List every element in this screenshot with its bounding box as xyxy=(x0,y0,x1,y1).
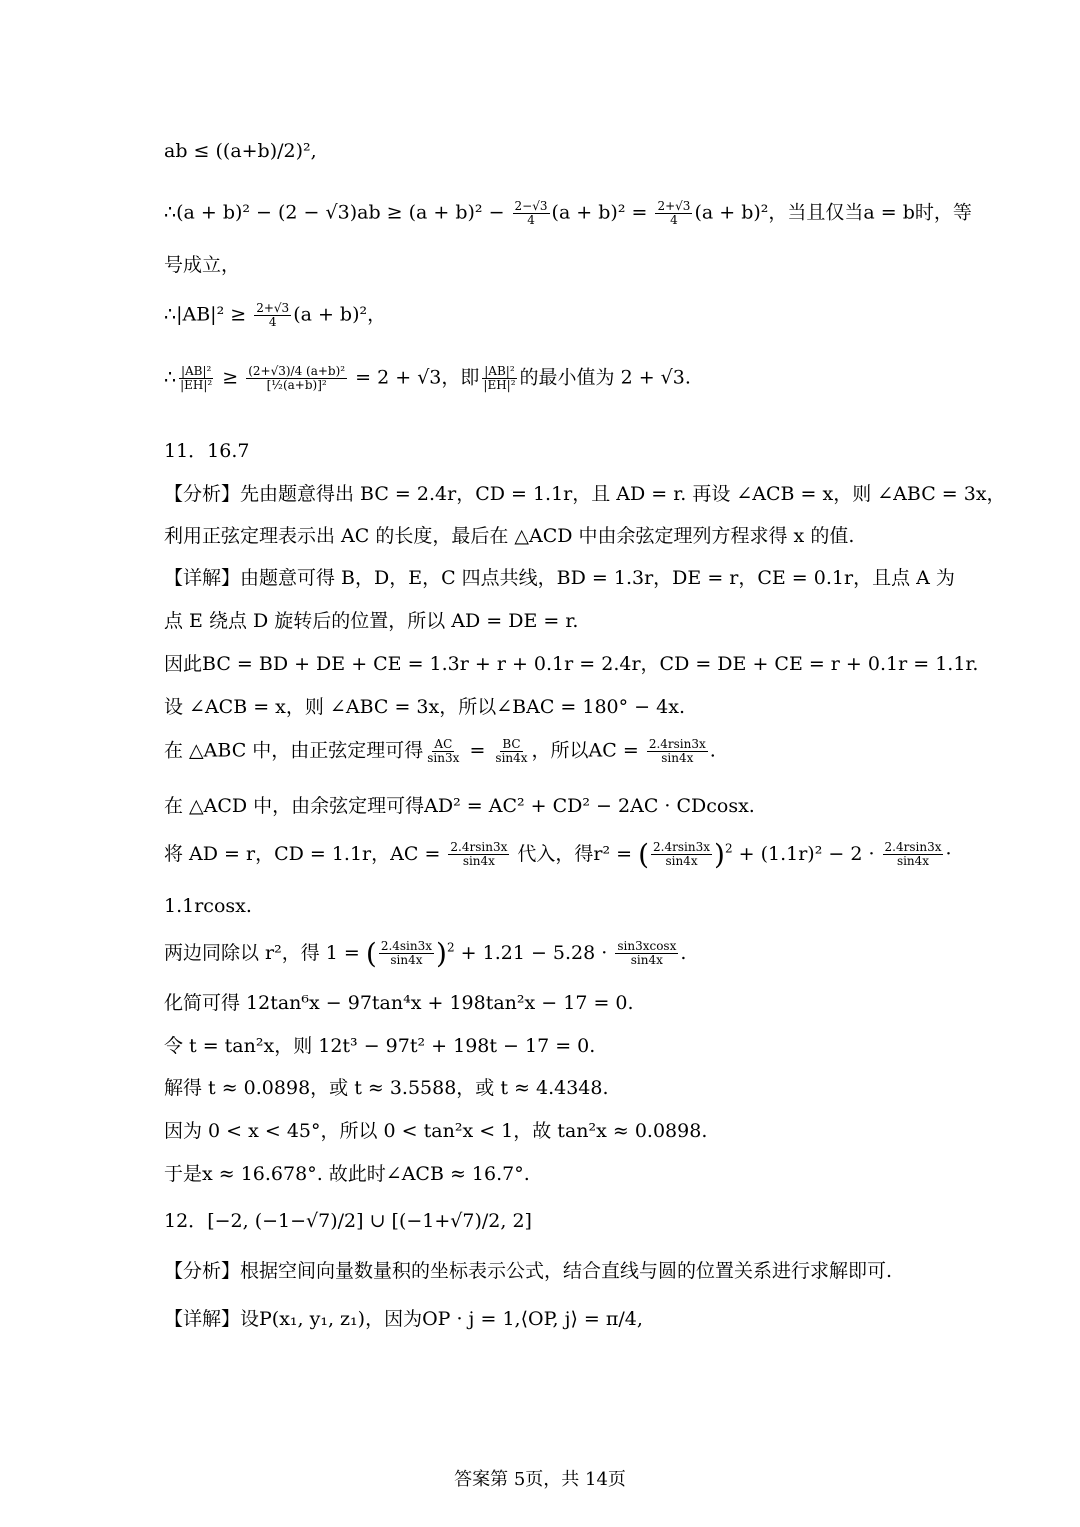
page-footer: 答案第 5页，共 14页 xyxy=(454,1469,626,1490)
line-6: 11．16.7 xyxy=(164,440,250,462)
line-4: ∴|AB|² ≥ $\frac{2+√3}{4}$ (a + b)²， xyxy=(164,301,387,330)
line-7: 【分析】先由题意得出 BC = 2.4r，CD = 1.1r，且 AD = r. 再设 ∠ACB = x，则 ∠ABC = 3x， xyxy=(164,483,1006,505)
line-18: 化简可得 12tan⁶x − 97tan⁴x + 198tan²x − 17 = 0. xyxy=(164,992,634,1014)
line-16: 1.1rcosx. xyxy=(164,895,252,917)
line-19: 令 t = tan²x，则 12t³ − 97t² + 198t − 17 = 0. xyxy=(164,1035,596,1057)
line-23: 12．[−2, (−1−√7)/2] ∪ [(−1+√7)/2, 2] xyxy=(164,1210,532,1232)
line-13: 在 △ABC 中，由正弦定理可得 $\frac{AC}{\sin 3x}$ = $\frac{BC}{\sin 4x}$ ，所以AC = $\frac{2.4rsin3x}{\sin 4x}$ . xyxy=(164,737,716,766)
line-17: 两边同除以 r²，得 1 = ( $\frac{2.4\sin 3x}{\sin 4x}$ )$^2$ + 1.21 − 5.28 · $\frac{\sin 3xcosx}{\sin 4x}$ . xyxy=(164,937,687,970)
line-9: 【详解】由题意可得 B，D，E，C 四点共线，BD = 1.3r，DE = r，CE = 0.1r，且点 A 为 xyxy=(164,567,955,589)
line-12: 设 ∠ACB = x，则 ∠ABC = 3x，所以∠BAC = 180° − 4x. xyxy=(164,696,685,718)
line-5: ∴ $\frac{\text{|AB|²}}{\text{|EH|²}}$ ≥ $\frac{\text{(2+√3)/4 (a+b)²}}{\text{[½(a+b)]²}}$ = 2 + √3，即 $\frac{\text{|AB|²}}{\text{|EH|²}}$ 的最小值为 2 + √3. xyxy=(164,364,691,393)
line-11: 因此BC = BD + DE + CE = 1.3r + r + 0.1r = 2.4r，CD = DE + CE = r + 0.1r = 1.1r. xyxy=(164,653,979,675)
line-3: 号成立， xyxy=(164,254,241,276)
line-8: 利用正弦定理表示出 AC 的长度，最后在 △ACD 中由余弦定理列方程求得 x 的值. xyxy=(164,525,855,547)
line-14: 在 △ACD 中，由余弦定理可得AD² = AC² + CD² − 2AC · CDcosx. xyxy=(164,795,755,817)
line-21: 因为 0 < x < 45°，所以 0 < tan²x < 1，故 tan²x ≈ 0.0898. xyxy=(164,1120,708,1142)
line-2: ∴(a + b)² − (2 − √3)ab ≥ (a + b)² − $\frac{2-√3}{4}$ (a + b)² = $\frac{2+√3}{4}$ (a + b)²，当且仅当a = b时，等 xyxy=(164,199,972,228)
line-22: 于是x ≈ 16.678°. 故此时∠ACB ≈ 16.7°. xyxy=(164,1163,530,1185)
line-25: 【详解】设P(x₁, y₁, z₁)，因为OP · j = 1,⟨OP, j⟩ = π/4, xyxy=(164,1308,643,1330)
line-20: 解得 t ≈ 0.0898，或 t ≈ 3.5588，或 t ≈ 4.4348. xyxy=(164,1077,609,1099)
line-10: 点 E 绕点 D 旋转后的位置，所以 AD = DE = r. xyxy=(164,610,579,632)
line-24: 【分析】根据空间向量数量积的坐标表示公式，结合直线与圆的位置关系进行求解即可. xyxy=(164,1260,893,1282)
line-1: ab ≤ ((a+b)/2)², xyxy=(164,140,317,162)
line-15: 将 AD = r，CD = 1.1r，AC = $\frac{2.4rsin3x}{\sin 4x}$ 代入，得r² = ( $\frac{2.4rsin3x}{\sin 4x}$ )$^2$ + (1.1r)² − 2 · $\frac{2.4rsin3x}{\sin 4x}$ · xyxy=(164,838,952,871)
